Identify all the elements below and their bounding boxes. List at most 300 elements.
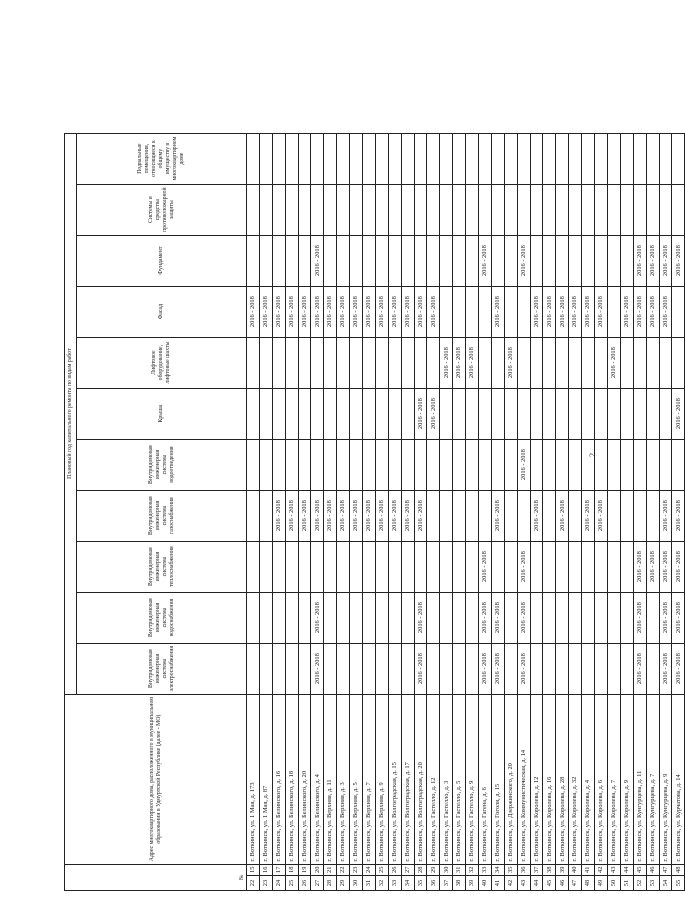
row-address: г. Воткинск, ул. Королева, д. 16	[543, 694, 556, 864]
work-year-cell	[427, 541, 440, 592]
row-index: 26	[388, 864, 401, 875]
table-row	[582, 133, 595, 890]
work-year-cell	[337, 643, 350, 694]
work-year-cell: 2016 - 2018	[672, 643, 685, 694]
work-year-cell	[375, 643, 388, 694]
row-address: г. Воткинск, ул. Гастелло, д. 9	[466, 694, 479, 864]
work-year-cell: 2016 - 2018	[311, 286, 324, 337]
row-address: г. Воткинск, ул. Волгоградская, д. 15	[388, 694, 401, 864]
row-index: 29	[427, 864, 440, 875]
table-row	[337, 133, 350, 890]
row-index: 27	[401, 864, 414, 875]
work-year-cell: 2016 - 2018	[556, 286, 569, 337]
row-number: 34	[401, 876, 414, 891]
work-year-cell: 2016 - 2018	[491, 643, 504, 694]
work-year-cell	[311, 439, 324, 490]
work-year-cell	[633, 184, 646, 235]
work-year-cell	[479, 184, 492, 235]
work-year-cell	[259, 388, 272, 439]
work-year-cell	[517, 337, 530, 388]
work-year-cell	[453, 643, 466, 694]
work-year-cell	[440, 439, 453, 490]
work-year-cell: 2016 - 2018	[491, 592, 504, 643]
work-year-cell	[466, 541, 479, 592]
work-year-cell: 2016 - 2018	[672, 541, 685, 592]
work-year-cell: 2016 - 2018	[298, 286, 311, 337]
work-year-cell	[375, 133, 388, 184]
row-number: 30	[350, 876, 363, 891]
work-year-cell: 2016 - 2018	[672, 388, 685, 439]
work-year-cell: 2016 - 2018	[440, 337, 453, 388]
work-year-cell	[479, 337, 492, 388]
work-year-cell: 2016 - 2018	[530, 490, 543, 541]
work-year-cell	[247, 337, 260, 388]
row-address: г. Воткинск, ул. Кунгурцева, д. 11	[633, 694, 646, 864]
work-year-cell	[285, 337, 298, 388]
work-year-cell	[401, 388, 414, 439]
work-year-cell	[401, 592, 414, 643]
work-year-cell	[530, 235, 543, 286]
work-year-cell	[582, 184, 595, 235]
work-year-cell: 2016 - 2018	[633, 643, 646, 694]
work-year-cell	[582, 388, 595, 439]
table-row	[324, 133, 337, 890]
work-year-cell	[607, 184, 620, 235]
row-number: 26	[298, 876, 311, 891]
work-year-cell	[466, 388, 479, 439]
work-year-cell	[388, 388, 401, 439]
header-work-10: Подвальные помещения, относящиеся к общему имуществу в многоквартирном доме	[77, 133, 247, 184]
work-year-cell	[595, 439, 608, 490]
row-index: 46	[646, 864, 659, 875]
work-year-cell	[491, 235, 504, 286]
work-year-cell	[401, 133, 414, 184]
work-year-cell	[440, 235, 453, 286]
row-index: 17	[272, 864, 285, 875]
work-year-cell	[633, 490, 646, 541]
work-year-cell	[363, 388, 376, 439]
work-year-cell: 2016 - 2018	[401, 286, 414, 337]
work-year-cell	[620, 388, 633, 439]
row-number: 24	[272, 876, 285, 891]
work-year-cell	[672, 133, 685, 184]
work-year-cell	[620, 133, 633, 184]
table-row	[350, 133, 363, 890]
work-year-cell	[311, 133, 324, 184]
work-year-cell	[453, 388, 466, 439]
work-year-cell: 2016 - 2018	[324, 490, 337, 541]
table-row	[659, 133, 672, 890]
work-year-cell	[285, 184, 298, 235]
row-number: 27	[311, 876, 324, 891]
row-address: г. Воткинск, ул. Курчатова, д. 14	[672, 694, 685, 864]
work-year-cell	[466, 133, 479, 184]
row-index: 44	[620, 864, 633, 875]
row-address: г. Воткинск, ул. Кунгурцева, д. 9	[659, 694, 672, 864]
work-year-cell	[324, 133, 337, 184]
work-year-cell	[375, 184, 388, 235]
work-year-cell	[646, 439, 659, 490]
work-year-cell	[298, 184, 311, 235]
work-year-cell	[363, 541, 376, 592]
work-year-cell: 2016 - 2018	[479, 541, 492, 592]
row-number: 42	[504, 876, 517, 891]
row-index: 16	[259, 864, 272, 875]
work-year-cell	[285, 388, 298, 439]
work-year-cell: 2016 - 2018	[272, 286, 285, 337]
row-index: 41	[582, 864, 595, 875]
work-year-cell: 2016 - 2018	[414, 286, 427, 337]
work-year-cell	[530, 388, 543, 439]
work-year-cell	[504, 286, 517, 337]
row-index: 38	[543, 864, 556, 875]
work-year-cell: 2016 - 2018	[659, 643, 672, 694]
work-year-cell	[337, 337, 350, 388]
work-year-cell	[298, 337, 311, 388]
work-year-cell: 2016 - 2018	[285, 286, 298, 337]
header-address: Адрес многоквартирного дома, расположенного в муниципальном образовании в Удмуртской Республике (далее - МО)	[65, 694, 247, 864]
work-year-cell	[337, 439, 350, 490]
work-year-cell	[453, 541, 466, 592]
work-year-cell	[504, 439, 517, 490]
work-year-cell	[285, 592, 298, 643]
work-year-cell: 2016 - 2018	[595, 286, 608, 337]
table-row	[272, 133, 285, 890]
header-work-6: Лифтовое оборудование, лифтовые шахты	[77, 337, 247, 388]
work-year-cell	[491, 388, 504, 439]
row-index: 39	[556, 864, 569, 875]
work-year-cell	[324, 388, 337, 439]
work-year-cell	[672, 439, 685, 490]
row-address: г. Воткинск, ул. Королева, д. 32	[569, 694, 582, 864]
row-number: 23	[259, 876, 272, 891]
row-address: г. Воткинск, ул. Волгоградская, д. 17	[401, 694, 414, 864]
work-year-cell: 2016 - 2018	[414, 388, 427, 439]
work-year-cell	[272, 643, 285, 694]
work-year-cell	[530, 541, 543, 592]
work-year-cell	[582, 235, 595, 286]
work-year-cell	[595, 235, 608, 286]
work-year-cell	[659, 439, 672, 490]
work-year-cell	[517, 133, 530, 184]
row-index: 31	[453, 864, 466, 875]
work-year-cell: 2016 - 2018	[543, 286, 556, 337]
work-year-cell	[350, 592, 363, 643]
work-year-cell	[556, 388, 569, 439]
row-index: 25	[375, 864, 388, 875]
row-address: г. Воткинск, ул. Гастелло, д. 12	[427, 694, 440, 864]
work-year-cell	[247, 388, 260, 439]
work-year-cell: 2016 - 2018	[672, 592, 685, 643]
work-year-cell	[556, 235, 569, 286]
work-year-cell	[595, 388, 608, 439]
row-address: г. Воткинск, ул. Верхняя, д. 7	[363, 694, 376, 864]
row-number: 45	[543, 876, 556, 891]
work-year-cell	[479, 439, 492, 490]
work-year-cell: 2016 - 2018	[337, 490, 350, 541]
row-index: 23	[350, 864, 363, 875]
work-year-cell	[427, 643, 440, 694]
header-work-1: Внутридомовая инженерная система водоснабжения	[77, 592, 247, 643]
work-year-cell	[350, 133, 363, 184]
row-index: 30	[440, 864, 453, 875]
work-year-cell	[414, 133, 427, 184]
work-year-cell	[633, 133, 646, 184]
work-year-cell	[453, 439, 466, 490]
work-year-cell	[517, 490, 530, 541]
work-year-cell	[466, 235, 479, 286]
work-year-cell	[298, 133, 311, 184]
work-year-cell: 2016 - 2018	[530, 286, 543, 337]
work-year-cell	[350, 337, 363, 388]
work-year-cell	[298, 643, 311, 694]
work-year-cell	[646, 388, 659, 439]
work-year-cell	[672, 184, 685, 235]
work-year-cell	[556, 643, 569, 694]
work-year-cell	[453, 490, 466, 541]
work-year-cell	[453, 184, 466, 235]
work-year-cell	[543, 541, 556, 592]
table-row	[504, 133, 517, 890]
row-address: г. Воткинск, ул. Верхняя, д. 3	[337, 694, 350, 864]
work-year-cell	[324, 184, 337, 235]
header-work-9: Системы и средства противопожарной защиты	[77, 184, 247, 235]
row-number: 35	[414, 876, 427, 891]
row-index: 43	[607, 864, 620, 875]
work-year-cell	[659, 133, 672, 184]
work-year-cell	[595, 133, 608, 184]
row-address: г. Воткинск, ул. Верхняя, д. 5	[350, 694, 363, 864]
work-year-cell	[311, 388, 324, 439]
work-year-cell	[504, 592, 517, 643]
work-year-cell	[414, 235, 427, 286]
row-address: г. Воткинск, ул. Кунгурцева, д. 7	[646, 694, 659, 864]
table-row	[311, 133, 324, 890]
work-year-cell	[530, 643, 543, 694]
row-number: 50	[607, 876, 620, 891]
table-row	[595, 133, 608, 890]
work-year-cell	[259, 439, 272, 490]
work-year-cell	[247, 439, 260, 490]
work-year-cell	[672, 286, 685, 337]
work-year-cell	[543, 184, 556, 235]
row-address: г. Воткинск, ул. Дзержинского, д. 20	[504, 694, 517, 864]
row-index: 28	[414, 864, 427, 875]
work-year-cell	[272, 184, 285, 235]
work-year-cell	[504, 643, 517, 694]
work-year-cell	[427, 235, 440, 286]
row-number: 41	[491, 876, 504, 891]
work-year-cell	[453, 592, 466, 643]
work-year-cell	[298, 439, 311, 490]
work-year-cell: 2016 - 2018	[427, 388, 440, 439]
row-index: 48	[672, 864, 685, 875]
work-year-cell: 2016 - 2018	[582, 286, 595, 337]
work-year-cell	[556, 133, 569, 184]
work-year-cell	[259, 541, 272, 592]
row-number: 32	[375, 876, 388, 891]
work-year-cell	[247, 184, 260, 235]
work-year-cell	[582, 439, 595, 490]
row-address: г. Воткинск, ул. 1 Мая, д. 173	[247, 694, 260, 864]
work-year-cell	[272, 235, 285, 286]
work-year-cell	[466, 643, 479, 694]
work-year-cell	[427, 133, 440, 184]
work-year-cell	[285, 133, 298, 184]
work-year-cell	[375, 337, 388, 388]
work-year-cell: 2016 - 2018	[414, 592, 427, 643]
work-year-cell: 2016 - 2018	[646, 541, 659, 592]
work-year-cell	[620, 337, 633, 388]
work-year-cell	[530, 592, 543, 643]
row-number: 52	[633, 876, 646, 891]
work-year-cell: 2016 - 2018	[247, 286, 260, 337]
work-year-cell	[607, 490, 620, 541]
header-work-4: Внутридомовая инженерная система водоотведения	[77, 439, 247, 490]
work-year-cell	[607, 643, 620, 694]
work-year-cell	[504, 184, 517, 235]
row-number: 55	[672, 876, 685, 891]
work-year-cell	[582, 592, 595, 643]
work-year-cell	[479, 133, 492, 184]
work-year-cell	[401, 184, 414, 235]
work-year-cell	[427, 439, 440, 490]
work-year-cell	[247, 541, 260, 592]
work-year-cell	[504, 490, 517, 541]
work-year-cell	[324, 337, 337, 388]
work-year-cell: 2016 - 2018	[298, 490, 311, 541]
work-year-cell	[595, 643, 608, 694]
table-row	[298, 133, 311, 890]
work-year-cell	[298, 541, 311, 592]
table-row	[556, 133, 569, 890]
work-year-cell	[607, 439, 620, 490]
row-address: г. Воткинск, ул. Королева, д. 12	[530, 694, 543, 864]
work-year-cell	[569, 592, 582, 643]
table-row	[259, 133, 272, 890]
row-address: г. Воткинск, ул. Белинского, д. 4	[311, 694, 324, 864]
table-row	[672, 133, 685, 890]
row-number: 54	[659, 876, 672, 891]
table-row	[646, 133, 659, 890]
work-year-cell: 2016 - 2018	[659, 235, 672, 286]
row-number: 43	[517, 876, 530, 891]
work-year-cell	[337, 388, 350, 439]
work-year-cell	[491, 439, 504, 490]
work-year-cell	[363, 337, 376, 388]
work-year-cell	[247, 133, 260, 184]
work-year-cell	[337, 592, 350, 643]
row-address: г. Воткинск, ул. Королева, д. 7	[607, 694, 620, 864]
work-year-cell	[388, 439, 401, 490]
work-year-cell	[479, 286, 492, 337]
work-year-cell	[259, 133, 272, 184]
table-row	[285, 133, 298, 890]
work-year-cell: 2016 - 2018	[479, 643, 492, 694]
row-index: 32	[466, 864, 479, 875]
work-year-cell	[479, 490, 492, 541]
work-year-cell	[350, 439, 363, 490]
work-year-cell	[324, 592, 337, 643]
header-work-5: Крыша	[77, 388, 247, 439]
work-year-cell	[556, 184, 569, 235]
work-year-cell	[259, 490, 272, 541]
work-year-cell	[427, 490, 440, 541]
work-year-cell	[595, 337, 608, 388]
table-row	[247, 133, 260, 890]
row-address: г. Воткинск, ул. Королева, д. 28	[556, 694, 569, 864]
work-year-cell	[607, 541, 620, 592]
row-index: 42	[595, 864, 608, 875]
row-number: 28	[324, 876, 337, 891]
work-year-cell	[582, 643, 595, 694]
work-year-cell	[440, 592, 453, 643]
work-year-cell	[504, 388, 517, 439]
work-year-cell: 2016 - 2018	[324, 286, 337, 337]
work-year-cell: 2016 - 2018	[285, 490, 298, 541]
table-row	[427, 133, 440, 890]
row-address: г. Воткинск, ул. Волгоградская, д. 20	[414, 694, 427, 864]
work-year-cell: 2016 - 2018	[350, 286, 363, 337]
work-year-cell: 2016 - 2018	[414, 490, 427, 541]
row-index: 15	[247, 864, 260, 875]
work-year-cell	[414, 439, 427, 490]
row-address: г. Воткинск, ул. Королева, д. 9	[620, 694, 633, 864]
work-year-cell	[569, 133, 582, 184]
work-year-cell: 2016 - 2018	[659, 592, 672, 643]
work-year-cell	[569, 388, 582, 439]
row-address: г. Воткинск, ул. Гастелло, д. 5	[453, 694, 466, 864]
work-year-cell	[324, 643, 337, 694]
row-number: 39	[466, 876, 479, 891]
work-year-cell: 2016 - 2018	[672, 235, 685, 286]
row-number: 44	[530, 876, 543, 891]
table-row	[491, 133, 504, 890]
work-year-cell	[247, 235, 260, 286]
work-year-cell: 2016 - 2018	[659, 490, 672, 541]
work-year-cell	[324, 235, 337, 286]
table-row	[375, 133, 388, 890]
work-year-cell	[350, 541, 363, 592]
row-address: г. Воткинск, ул. Королева, д. 6	[595, 694, 608, 864]
work-year-cell	[491, 133, 504, 184]
work-year-cell	[607, 133, 620, 184]
work-year-cell: 2016 - 2018	[517, 439, 530, 490]
work-year-cell	[388, 133, 401, 184]
row-address: г. Воткинск, ул. Верхняя, д. 11	[324, 694, 337, 864]
work-year-cell	[620, 592, 633, 643]
work-year-cell	[337, 184, 350, 235]
work-year-cell	[556, 337, 569, 388]
work-year-cell	[427, 592, 440, 643]
work-year-cell: 2016 - 2018	[633, 286, 646, 337]
work-year-cell	[401, 541, 414, 592]
work-year-cell	[440, 490, 453, 541]
work-year-cell	[350, 643, 363, 694]
work-year-cell	[440, 388, 453, 439]
work-year-cell	[620, 235, 633, 286]
work-year-cell: 2016 - 2018	[388, 490, 401, 541]
row-address: г. Воткинск, ул. Белинского, д. 16	[272, 694, 285, 864]
work-year-cell	[646, 133, 659, 184]
work-year-cell	[607, 235, 620, 286]
work-year-cell	[453, 286, 466, 337]
work-year-cell	[543, 133, 556, 184]
work-year-cell	[607, 592, 620, 643]
work-year-cell	[466, 592, 479, 643]
work-year-cell	[620, 643, 633, 694]
work-year-cell	[646, 592, 659, 643]
